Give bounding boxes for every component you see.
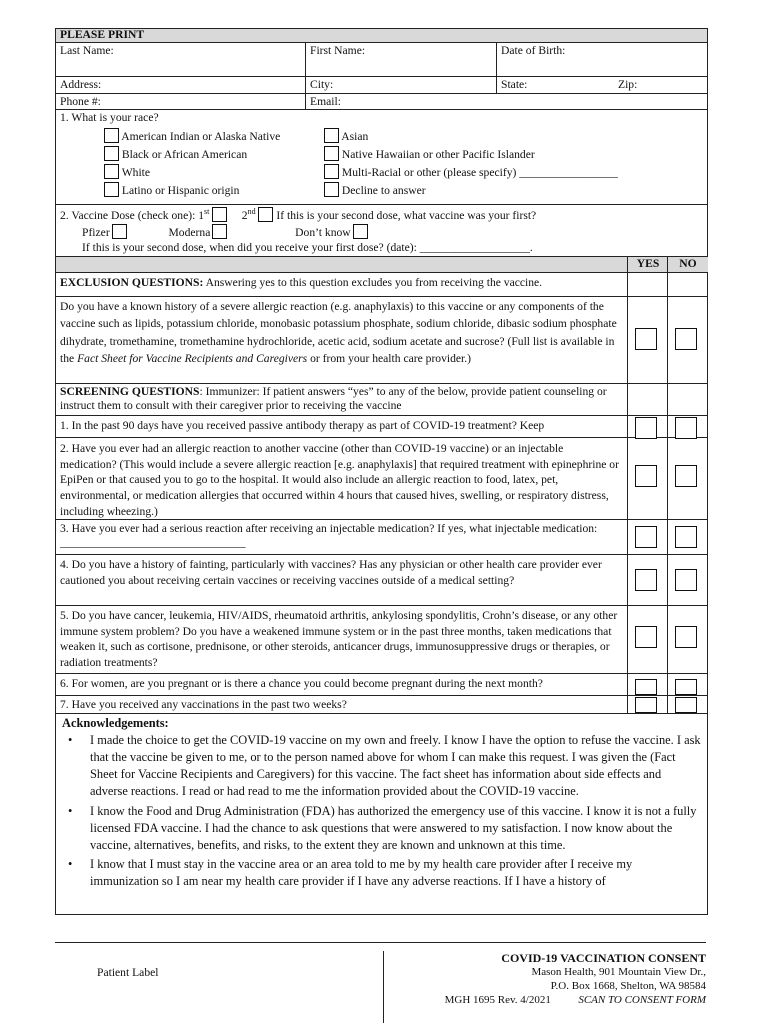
first-dose-checkbox[interactable] <box>212 207 227 222</box>
race-checkbox[interactable] <box>324 164 339 179</box>
screening-q7-row <box>56 696 707 714</box>
no-cell <box>667 438 708 519</box>
phone-label: Phone #: <box>60 95 101 108</box>
q5-yes-checkbox[interactable] <box>635 626 657 648</box>
screening-q4: 4. Do you have a history of fainting, particularly with vaccines? Has any physician or other health care provider ever cautioned you about receiving certain vaccines or receiving vaccines outside of a medical setting? <box>60 558 602 587</box>
exclusion-title-row <box>56 273 707 297</box>
screening-q5: 5. Do you have cancer, leukemia, HIV/AIDS, rheumatoid arthritis, ankylosing spondylitis, Crohn’s disease, or any other immune system problem? Do you have a weakened immune system or in the past three months, taken medications that weaken it, such as cortisone, prednisone, or other steroids, anticancer drugs, immunosuppressive drugs or therapies, or radiation treatments? <box>60 609 618 669</box>
name-row <box>56 29 707 77</box>
form-title: COVID-19 VACCINATION CONSENT <box>501 951 706 965</box>
address-row <box>56 77 707 94</box>
moderna-checkbox[interactable] <box>212 224 227 239</box>
screening-q2-row <box>56 438 707 520</box>
last-name-field[interactable] <box>56 43 305 76</box>
zip-label: Zip: <box>618 78 638 91</box>
dob-label: Date of Birth: <box>501 44 566 57</box>
race-option-american-indian[interactable]: American Indian or Alaska Native <box>104 128 280 144</box>
race-checkbox[interactable] <box>104 128 119 143</box>
q1-no-checkbox[interactable] <box>675 417 697 439</box>
screening-q1: 1. In the past 90 days have you received passive antibody therapy as part of COVID-19 treatment? Keep <box>60 419 545 432</box>
q3-yes-checkbox[interactable] <box>635 526 657 548</box>
q2-no-checkbox[interactable] <box>675 465 697 487</box>
no-cell <box>667 555 708 605</box>
race-option-white[interactable]: White <box>104 164 150 180</box>
please-print-header <box>56 29 707 43</box>
yes-cell <box>627 297 668 383</box>
screening-title: SCREENING QUESTIONS: Immunizer: If patient answers “yes” to any of the below, provide patient counseling or instruct them to consult with their caregiver prior to receiving the vaccine <box>60 385 607 413</box>
yes-cell <box>627 555 668 605</box>
acknowledgements-list <box>62 732 701 890</box>
no-cell <box>667 520 708 554</box>
dob-field[interactable] <box>496 43 707 76</box>
zip-field[interactable] <box>614 77 707 93</box>
q2-yes-checkbox[interactable] <box>635 465 657 487</box>
first-name-label: First Name: <box>310 44 366 57</box>
phone-row <box>56 94 707 110</box>
yes-no-header-row <box>56 257 707 273</box>
screening-q4-row <box>56 555 707 606</box>
second-dose-question: If this is your second dose, what vaccine was your first? <box>276 209 537 222</box>
state-label: State: <box>501 78 528 91</box>
q1-yes-checkbox[interactable] <box>635 417 657 439</box>
q6-yes-checkbox[interactable] <box>635 679 657 695</box>
race-question: 1. What is your race? <box>60 111 159 124</box>
screening-q6-row <box>56 674 707 696</box>
ack-item: • I made the choice to get the COVID-19 vaccine on my own and freely. I know I have the option to refuse the vaccine. I ask that the vaccine be given to me, or to the person named above for whom I can make this request. I was given the (Fact Sheet for Vaccine Recipients and Caregivers) for this vaccine. The fact sheet has information about side effects and adverse reactions. I read or had read to me the information provided about the COVID-19 vaccine. <box>68 733 701 799</box>
dose-section <box>56 205 707 257</box>
yes-cell <box>627 606 668 673</box>
please-print-label: PLEASE PRINT <box>60 28 145 41</box>
email-label: Email: <box>310 95 341 108</box>
yes-column-header: YES <box>627 257 668 272</box>
ack-item: • I know the Food and Drug Administration (FDA) has authorized the emergency use of this vaccine. I know it is not a fully licensed FDA vaccine. I had the chance to ask questions that were answered to my satisfaction. I now know about the vaccine, alternatives, benefits, and risks, to the extent they are known and unknown at this time. <box>68 803 697 852</box>
race-section <box>56 110 707 205</box>
no-cell <box>667 674 708 695</box>
no-cell <box>667 606 708 673</box>
screening-q2: 2. Have you ever had an allergic reaction to another vaccine (other than COVID-19 vaccine) or an injectable medication? (This would include a severe allergic reaction [e.g. anaphylaxis] that required treatment with epinephrine or EpiPen or that caused you to go to the hospital. It would also include an allergic reaction to food, latex, pet, environmental, or medication allergies that occurred within 4 hours that caused hives, swelling, or respiratory distress, including wheezing.) <box>60 442 619 518</box>
no-cell <box>667 297 708 383</box>
no-column-header: NO <box>667 257 708 272</box>
q7-yes-checkbox[interactable] <box>635 697 657 713</box>
screening-q6: 6. For women, are you pregnant or is there a chance you could become pregnant during the next month? <box>60 677 543 690</box>
pfizer-checkbox[interactable] <box>112 224 127 239</box>
dose-line: 2. Vaccine Dose (check one): 1st 2nd If this is your second dose, what vaccine was your first? <box>60 207 537 222</box>
exclusion-no-checkbox[interactable] <box>675 328 697 350</box>
q6-no-checkbox[interactable] <box>675 679 697 695</box>
phone-field[interactable] <box>56 94 305 109</box>
yes-cell <box>627 384 668 415</box>
second-dose-checkbox[interactable] <box>258 207 273 222</box>
race-option-black[interactable]: Black or African American <box>104 146 247 162</box>
race-checkbox[interactable] <box>324 128 339 143</box>
q4-no-checkbox[interactable] <box>675 569 697 591</box>
patient-label: Patient Label <box>97 966 159 979</box>
scan-note: SCAN TO CONSENT FORM <box>578 993 706 1006</box>
no-cell <box>667 696 708 713</box>
address-label: Address: <box>60 78 102 91</box>
no-cell <box>667 384 708 415</box>
no-cell <box>667 273 708 296</box>
acknowledgements-title: Acknowledgements: <box>62 716 169 730</box>
first-dose-date-line[interactable]: If this is your second dose, when did you receive your first dose? (date): ___________________. <box>82 241 533 254</box>
yes-cell <box>627 438 668 519</box>
q3-no-checkbox[interactable] <box>675 526 697 548</box>
screening-q7: 7. Have you received any vaccinations in the past two weeks? <box>60 698 347 711</box>
race-option-asian[interactable]: Asian <box>324 128 368 144</box>
consent-form <box>55 28 708 915</box>
form-revision: MGH 1695 Rev. 4/2021 <box>444 993 551 1006</box>
race-option-latino[interactable]: Latino or Hispanic origin <box>104 182 239 198</box>
q7-no-checkbox[interactable] <box>675 697 697 713</box>
yes-cell <box>627 674 668 695</box>
exclusion-question: Do you have a known history of a severe allergic reaction (e.g. anaphylaxis) to this vaccine or any components of the vaccine such as lipids, potassium chloride, monobasic potassium phosphate, sodium chloride, dibasic sodium phosphate dihydrate, tromethamine, tromethamine hydrochloride, acetic acid, sodium acetate and sucrose? (Full list is available in the Fact Sheet for Vaccine Recipients and Caregivers or from your health care provider.) <box>60 300 617 366</box>
address-field[interactable] <box>56 77 305 93</box>
footer-divider <box>383 951 384 1023</box>
footer-rev-line <box>445 994 706 1008</box>
race-option-native-hawaiian[interactable]: Native Hawaiian or other Pacific Islander <box>324 146 535 162</box>
city-field[interactable] <box>305 77 496 93</box>
race-checkbox[interactable] <box>104 146 119 161</box>
email-field[interactable] <box>305 94 707 109</box>
yes-cell <box>627 273 668 296</box>
city-label: City: <box>310 78 334 91</box>
footer-info <box>445 951 706 1007</box>
screening-q1-row <box>56 416 707 438</box>
footer-address-1: Mason Health, 901 Mountain View Dr., <box>531 966 706 978</box>
race-checkbox[interactable] <box>104 164 119 179</box>
last-name-label: Last Name: <box>60 44 114 57</box>
ack-item: • I know that I must stay in the vaccine area or an area told to me by my health care provider after I receive my immunization so I am near my health care provider if I have any adverse reactions. If I have a history of <box>68 856 633 888</box>
q4-yes-checkbox[interactable] <box>635 569 657 591</box>
dont-know-checkbox[interactable] <box>353 224 368 239</box>
exclusion-title: EXCLUSION QUESTIONS: Answering yes to this question excludes you from receiving the vaccine. <box>60 276 543 289</box>
screening-q5-row <box>56 606 707 674</box>
screening-q3[interactable]: 3. Have you ever had a serious reaction after receiving an injectable medication? If yes, what injectable medication: ________________________________ <box>60 522 598 550</box>
yes-cell <box>627 696 668 713</box>
vaccine-choice-line: Pfizer Moderna Don’t know <box>82 224 368 240</box>
race-checkbox[interactable] <box>324 146 339 161</box>
race-checkbox[interactable] <box>104 182 119 197</box>
footer-address-2: P.O. Box 1668, Shelton, WA 98584 <box>550 979 706 992</box>
state-field[interactable] <box>496 77 614 93</box>
screening-q3-row <box>56 520 707 555</box>
acknowledgements-section <box>56 714 707 914</box>
yes-cell <box>627 416 668 437</box>
first-name-field[interactable] <box>305 43 496 76</box>
no-cell <box>667 416 708 437</box>
form-footer <box>55 942 706 1023</box>
race-option-multi-racial[interactable]: Multi-Racial or other (please specify) _________________ <box>324 164 618 180</box>
race-option-decline[interactable]: Decline to answer <box>324 182 426 198</box>
q5-no-checkbox[interactable] <box>675 626 697 648</box>
screening-title-row <box>56 384 707 416</box>
header-gray-band <box>56 257 627 272</box>
race-checkbox[interactable] <box>324 182 339 197</box>
exclusion-yes-checkbox[interactable] <box>635 328 657 350</box>
yes-cell <box>627 520 668 554</box>
exclusion-question-row <box>56 297 707 384</box>
